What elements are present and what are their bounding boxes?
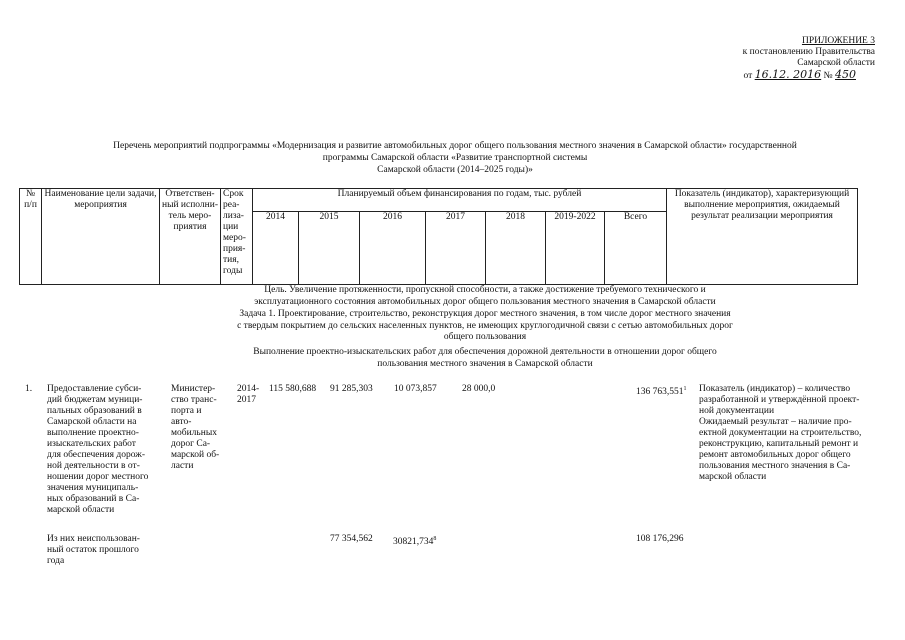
row1-resp-line: порта и	[171, 406, 202, 416]
row2-total: 108 176,296	[636, 534, 684, 544]
row1-indicator-line: реконструкцию, капитальный ремонт и	[699, 439, 859, 449]
row1-resp-line: марской об-	[171, 450, 220, 460]
attachment-from: от	[743, 71, 753, 81]
section-line2: пользования местного значения в Самарской области	[377, 358, 593, 369]
row1-name-line: для обеспечения дорож-	[47, 450, 145, 460]
row1-responsible	[171, 384, 233, 472]
row1-name-line: Предоставление субси-	[47, 384, 142, 394]
row1-term-line: 2014-	[237, 384, 260, 394]
document-title	[40, 140, 870, 176]
header-name: Наименование цели задачи, мероприятия	[42, 189, 160, 285]
row1-value-2017: 28 000,0	[462, 384, 496, 394]
header-year-2016: 2016	[360, 212, 426, 285]
header-indicator: Показатель (индикатор), характеризующий выполнение мероприятия, ожидаемый результат реализации мероприятия	[667, 189, 858, 285]
row2-name	[47, 534, 165, 567]
task-line2: с твердым покрытием до сельских населенных пунктов, не имеющих круглогодичной связи с сетью автомобильных дорог	[237, 320, 733, 331]
row1-value-2014: 115 580,688	[269, 384, 317, 394]
header-term: Срок реа-лиза-ции меро-прия-тия, годы	[221, 189, 253, 285]
section-text	[140, 347, 830, 370]
title-line2: программы Самарской области «Развитие транспортной системы	[322, 153, 588, 163]
attachment-date: 16.12. 2016	[754, 68, 822, 81]
goal-line1: Цель. Увеличение протяженности, пропускной способности, а также достижение требуемого технического и	[264, 285, 706, 295]
row1-name-line: ной деятельности в от-	[47, 461, 140, 471]
row1-indicator-line: Показатель (индикатор) – количество	[699, 384, 851, 394]
goal-line2: эксплуатационного состояния автомобильных дорог общего пользования местного значения в Самарской области	[254, 296, 716, 307]
attachment-date-line	[685, 69, 875, 82]
row1-term	[237, 384, 267, 406]
row1-name-line: пальных образований в	[47, 406, 142, 416]
row1-resp-line: ство транс-	[171, 395, 217, 405]
row1-name-line: изыскательских работ	[47, 439, 136, 449]
attachment-title: ПРИЛОЖЕНИЕ 3	[801, 36, 875, 46]
row1-indicator-line: марской области	[699, 472, 767, 482]
row1-name-line: ных образований в Са-	[47, 494, 140, 504]
row1-name-line: ношении дорог местного	[47, 472, 149, 482]
row1-indicator-line: ремонт автомобильных дорог общего	[699, 450, 851, 460]
table-header	[19, 188, 858, 285]
row2-name-line: года	[47, 556, 65, 566]
row1-indicator-line: Ожидаемый результат – наличие про-	[699, 417, 852, 427]
attachment-number: 450	[835, 68, 856, 81]
row1-total-footnote: 1	[683, 386, 687, 392]
row1-indicator	[699, 384, 885, 483]
row1-resp-line: Министер-	[171, 384, 216, 394]
row1-total-value: 136 763,551	[636, 387, 684, 398]
row2-value-2016-footnote: 8	[433, 536, 437, 542]
section-line1: Выполнение проектно-изыскательских работ для обеспечения дорожной деятельности в отношении дорог общего	[253, 347, 717, 357]
row1-resp-line: ласти	[171, 461, 194, 471]
row1-name-line: дий бюджетам муници-	[47, 395, 143, 405]
row1-name-line: Самарской области на	[47, 417, 137, 427]
row1-resp-line: дорог Са-	[171, 439, 211, 449]
attachment-line2: к постановлению Правительства	[742, 47, 875, 57]
header-year-2015: 2015	[299, 212, 360, 285]
attachment-number-sign: №	[823, 71, 833, 81]
row1-name-line: марской области	[47, 505, 115, 515]
row1-indicator-line: ектной документации на строительство,	[699, 428, 862, 438]
task-line3: общего пользования	[443, 332, 527, 342]
row1-num: 1.	[25, 384, 33, 394]
row2-value-2016-number: 30821,734	[393, 537, 434, 548]
header-year-2018: 2018	[486, 212, 546, 285]
row1-resp-line: мобильных	[171, 428, 217, 438]
header-total: Всего	[605, 212, 667, 285]
header-year-2017: 2017	[426, 212, 486, 285]
header-finance-title: Планируемый объем финансирования по годам, тыс. рублей	[253, 189, 667, 212]
row2-value-2016	[393, 534, 436, 548]
attachment-line3: Самарской области	[797, 58, 875, 68]
row2-name-line: Из них неиспользован-	[47, 534, 140, 544]
row1-indicator-line: ной документации	[699, 406, 775, 416]
row1-indicator-line: пользования местного значения в Са-	[699, 461, 851, 471]
row1-total	[636, 384, 687, 398]
attachment-block	[685, 36, 875, 82]
task-text	[140, 309, 830, 344]
row1-name-line: выполнение проектно-	[47, 428, 139, 438]
header-year-2019-2022: 2019-2022	[546, 212, 605, 285]
title-line3: Самарской области (2014–2025 годы)»	[377, 165, 533, 175]
goal-text	[140, 285, 830, 308]
header-responsible: Ответствен-ный исполни-тель меро-приятия	[160, 189, 221, 285]
row2-name-line: ный остаток прошлого	[47, 545, 139, 555]
row2-value-2015: 77 354,562	[330, 534, 373, 544]
row1-resp-line: авто-	[171, 417, 192, 427]
row1-name	[47, 384, 165, 516]
row1-value-2015: 91 285,303	[330, 384, 373, 394]
row1-value-2016: 10 073,857	[394, 384, 437, 394]
header-year-2014: 2014	[253, 212, 299, 285]
row1-term-line: 2017	[237, 395, 256, 405]
task-line1: Задача 1. Проектирование, строительство, реконструкция дорог местного значения, в том числе дорог местного значения	[239, 309, 731, 319]
title-line1: Перечень мероприятий подпрограммы «Модернизация и развитие автомобильных дорог общего пользования местного значения в Самарской области» государственной	[113, 141, 797, 151]
row1-indicator-line: разработанной и утверждённой проект-	[699, 395, 860, 405]
header-num: № п/п	[20, 189, 42, 285]
row1-name-line: значения муниципаль-	[47, 483, 139, 493]
